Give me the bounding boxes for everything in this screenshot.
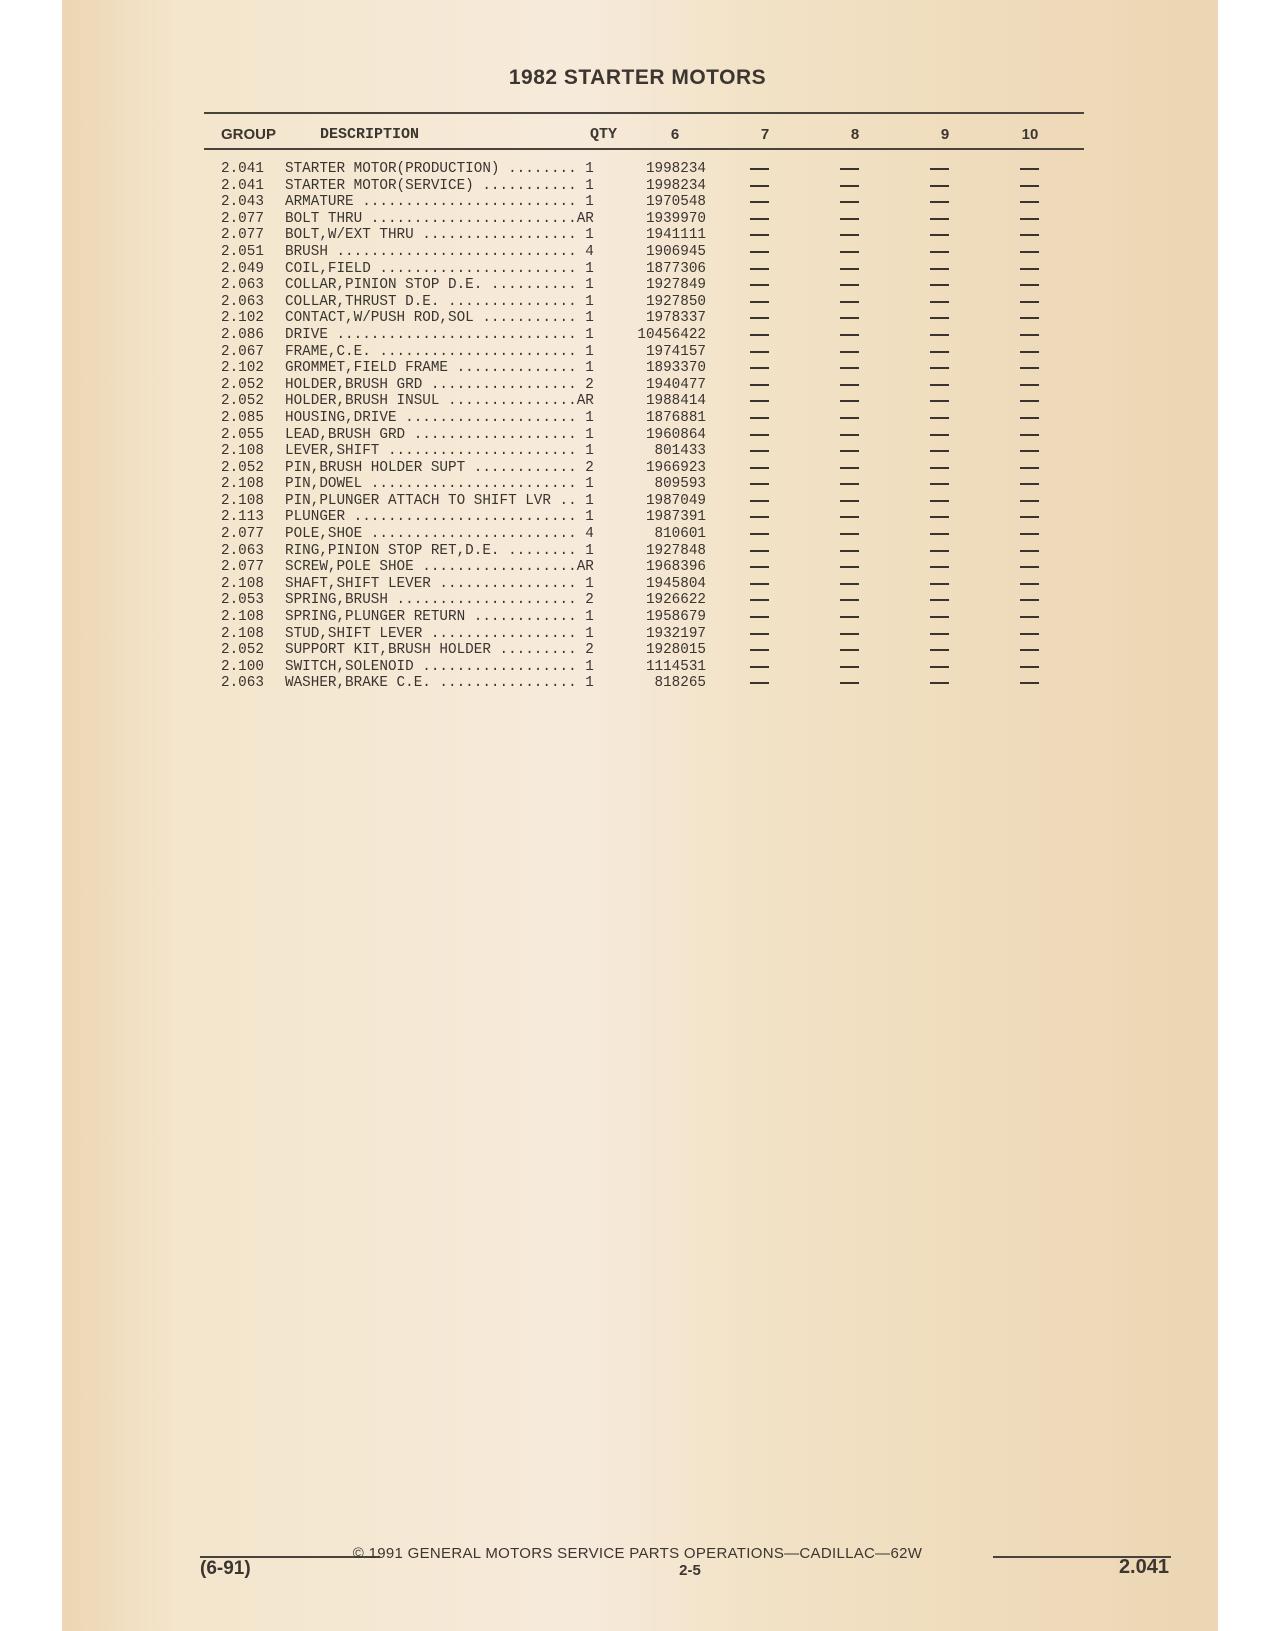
table-row	[0, 427, 1275, 444]
table-row	[0, 675, 1275, 692]
table-row	[0, 460, 1275, 477]
dash-mark	[840, 168, 859, 170]
part-number-cell: 1978337	[645, 310, 706, 327]
dash-mark	[1020, 550, 1039, 552]
dash-mark	[840, 666, 859, 668]
part-number-cell: 1998234	[645, 161, 706, 177]
group-cell: 2.077	[221, 559, 264, 576]
dash-mark	[930, 417, 949, 419]
group-cell: 2.049	[221, 260, 264, 277]
part-number-cell: 1926622	[645, 592, 706, 609]
dash-mark	[930, 682, 949, 684]
dash-mark	[840, 649, 859, 651]
dash-mark	[1020, 334, 1039, 336]
description-cell: COLLAR,THRUST D.E. ............... 1	[285, 293, 594, 310]
part-number-cell: 1958679	[645, 609, 706, 626]
col-header-6: 6	[670, 126, 680, 143]
dash-mark	[840, 533, 859, 535]
dash-mark	[840, 384, 859, 386]
part-number-cell: 1970548	[645, 194, 706, 211]
table-row	[0, 360, 1275, 377]
dash-mark	[840, 367, 859, 369]
dash-mark	[1020, 301, 1039, 303]
table-row	[0, 559, 1275, 576]
dash-mark	[840, 201, 859, 203]
description-cell: FRAME,C.E. ....................... 1	[285, 343, 594, 360]
group-cell: 2.063	[221, 675, 264, 692]
table-row	[0, 509, 1275, 526]
table-row	[0, 327, 1275, 344]
dash-mark	[930, 367, 949, 369]
group-cell: 2.077	[221, 227, 264, 244]
group-cell: 2.063	[221, 542, 264, 559]
group-cell: 2.085	[221, 409, 264, 426]
description-cell: POLE,SHOE ........................ 4	[285, 526, 594, 543]
dash-mark	[1020, 599, 1039, 601]
dash-mark	[1020, 516, 1039, 518]
part-number-cell: 1941111	[645, 227, 706, 244]
dash-mark	[840, 417, 859, 419]
table-row	[0, 476, 1275, 493]
table-row	[0, 493, 1275, 510]
dash-mark	[840, 400, 859, 402]
dash-mark	[930, 583, 949, 585]
dash-mark	[1020, 649, 1039, 651]
part-number-cell: 1968396	[645, 559, 706, 576]
dash-mark	[840, 516, 859, 518]
table-row	[0, 244, 1275, 261]
part-number-cell: 810601	[654, 526, 706, 543]
footer-date-code: (6-91)	[200, 1558, 251, 1579]
description-cell: SPRING,BRUSH ..................... 2	[285, 592, 594, 609]
dash-mark	[840, 351, 859, 353]
group-cell: 2.041	[221, 177, 264, 194]
dash-mark	[750, 633, 769, 635]
description-cell: HOLDER,BRUSH GRD ................. 2	[285, 376, 594, 393]
dash-mark	[750, 434, 769, 436]
dash-mark	[930, 533, 949, 535]
description-cell: BOLT THRU ........................AR	[285, 210, 594, 227]
dash-mark	[930, 666, 949, 668]
group-cell: 2.041	[221, 161, 264, 177]
dash-mark	[750, 599, 769, 601]
part-number-cell: 10456422	[637, 326, 706, 343]
table-row	[0, 310, 1275, 327]
description-cell: HOLDER,BRUSH INSUL ...............AR	[285, 393, 594, 410]
dash-mark	[840, 583, 859, 585]
description-cell: WASHER,BRAKE C.E. ................ 1	[285, 675, 594, 692]
dash-mark	[750, 583, 769, 585]
dash-mark	[840, 185, 859, 187]
part-number-cell: 1877306	[645, 260, 706, 277]
col-header-group: GROUP	[221, 126, 277, 143]
dash-mark	[840, 450, 859, 452]
dash-mark	[930, 566, 949, 568]
description-cell: LEVER,SHIFT ...................... 1	[285, 443, 594, 460]
part-number-cell: 1966923	[645, 459, 706, 476]
description-cell: DRIVE ............................ 1	[285, 326, 594, 343]
dash-mark	[750, 550, 769, 552]
dash-mark	[750, 666, 769, 668]
table-row	[0, 377, 1275, 394]
part-number-cell: 1927848	[645, 542, 706, 559]
table-row	[0, 344, 1275, 361]
dash-mark	[1020, 633, 1039, 635]
group-cell: 2.108	[221, 609, 264, 626]
dash-mark	[1020, 168, 1039, 170]
dash-mark	[1020, 218, 1039, 220]
part-number-cell: 1927850	[645, 293, 706, 310]
dash-mark	[750, 168, 769, 170]
col-header-9: 9	[940, 126, 950, 143]
dash-mark	[1020, 201, 1039, 203]
dash-mark	[1020, 351, 1039, 353]
dash-mark	[840, 682, 859, 684]
dash-mark	[930, 384, 949, 386]
dash-mark	[750, 284, 769, 286]
dash-mark	[1020, 185, 1039, 187]
col-header-qty: QTY	[590, 126, 618, 143]
description-cell: GROMMET,FIELD FRAME .............. 1	[285, 360, 594, 377]
dash-mark	[1020, 682, 1039, 684]
dash-mark	[840, 633, 859, 635]
dash-mark	[750, 682, 769, 684]
description-cell: LEAD,BRUSH GRD ................... 1	[285, 426, 594, 443]
group-cell: 2.108	[221, 476, 264, 493]
dash-mark	[1020, 234, 1039, 236]
dash-mark	[930, 400, 949, 402]
dash-mark	[1020, 367, 1039, 369]
dash-mark	[750, 251, 769, 253]
part-number-cell: 1960864	[645, 426, 706, 443]
group-cell: 2.055	[221, 426, 264, 443]
dash-mark	[840, 616, 859, 618]
group-cell: 2.043	[221, 194, 264, 211]
dash-mark	[930, 251, 949, 253]
dash-mark	[1020, 317, 1039, 319]
header-bottom-rule	[204, 148, 1084, 150]
dash-mark	[930, 649, 949, 651]
dash-mark	[840, 218, 859, 220]
dash-mark	[750, 417, 769, 419]
description-cell: PIN,BRUSH HOLDER SUPT ............ 2	[285, 459, 594, 476]
dash-mark	[930, 317, 949, 319]
table-row	[0, 543, 1275, 560]
part-number-cell: 1906945	[645, 243, 706, 260]
description-cell: PIN,PLUNGER ATTACH TO SHIFT LVR .. 1	[285, 492, 594, 509]
dash-mark	[1020, 483, 1039, 485]
dash-mark	[1020, 400, 1039, 402]
dash-mark	[750, 351, 769, 353]
table-row	[0, 642, 1275, 659]
group-cell: 2.077	[221, 210, 264, 227]
dash-mark	[930, 616, 949, 618]
part-number-cell: 1987049	[645, 492, 706, 509]
dash-mark	[840, 550, 859, 552]
dash-mark	[1020, 284, 1039, 286]
dash-mark	[1020, 268, 1039, 270]
dash-mark	[840, 284, 859, 286]
dash-mark	[1020, 251, 1039, 253]
dash-mark	[750, 301, 769, 303]
part-number-cell: 1939970	[645, 210, 706, 227]
description-cell: COIL,FIELD ....................... 1	[285, 260, 594, 277]
dash-mark	[930, 434, 949, 436]
dash-mark	[840, 234, 859, 236]
footer-copyright: © 1991 GENERAL MOTORS SERVICE PARTS OPERATIONS—CADILLAC—62W	[352, 1545, 923, 1562]
dash-mark	[840, 334, 859, 336]
dash-mark	[930, 351, 949, 353]
dash-mark	[840, 566, 859, 568]
description-cell: SUPPORT KIT,BRUSH HOLDER ......... 2	[285, 642, 594, 659]
table-row	[0, 592, 1275, 609]
dash-mark	[1020, 434, 1039, 436]
part-number-cell: 1114531	[645, 658, 706, 675]
dash-mark	[930, 284, 949, 286]
description-cell: SPRING,PLUNGER RETURN ............ 1	[285, 609, 594, 626]
dash-mark	[930, 467, 949, 469]
description-cell: SWITCH,SOLENOID .................. 1	[285, 658, 594, 675]
group-cell: 2.067	[221, 343, 264, 360]
dash-mark	[840, 317, 859, 319]
dash-mark	[750, 483, 769, 485]
dash-mark	[930, 633, 949, 635]
group-cell: 2.108	[221, 492, 264, 509]
dash-mark	[930, 516, 949, 518]
col-header-8: 8	[850, 126, 860, 143]
dash-mark	[1020, 467, 1039, 469]
dash-mark	[930, 268, 949, 270]
dash-mark	[750, 450, 769, 452]
footer-page-number: 2-5	[679, 1562, 701, 1579]
description-cell: PIN,DOWEL ........................ 1	[285, 476, 594, 493]
dash-mark	[750, 185, 769, 187]
description-cell: RING,PINION STOP RET,D.E. ........ 1	[285, 542, 594, 559]
part-number-cell: 1932197	[645, 625, 706, 642]
dash-mark	[750, 649, 769, 651]
description-cell: BOLT,W/EXT THRU .................. 1	[285, 227, 594, 244]
page-title: 1982 STARTER MOTORS	[508, 66, 767, 89]
header-top-rule	[204, 112, 1084, 114]
group-cell: 2.102	[221, 360, 264, 377]
group-cell: 2.052	[221, 376, 264, 393]
group-cell: 2.102	[221, 310, 264, 327]
dash-mark	[930, 550, 949, 552]
dash-mark	[750, 268, 769, 270]
group-cell: 2.113	[221, 509, 264, 526]
part-number-cell: 1928015	[645, 642, 706, 659]
description-cell: SHAFT,SHIFT LEVER ................ 1	[285, 575, 594, 592]
dash-mark	[750, 516, 769, 518]
table-row	[0, 443, 1275, 460]
group-cell: 2.051	[221, 243, 264, 260]
col-header-10: 10	[1021, 126, 1039, 143]
description-cell: HOUSING,DRIVE .................... 1	[285, 409, 594, 426]
group-cell: 2.100	[221, 658, 264, 675]
table-row	[0, 576, 1275, 593]
description-cell: ARMATURE ......................... 1	[285, 194, 594, 211]
dash-mark	[930, 483, 949, 485]
dash-mark	[930, 301, 949, 303]
dash-mark	[750, 616, 769, 618]
table-row	[0, 277, 1275, 294]
table-row	[0, 659, 1275, 676]
dash-mark	[930, 500, 949, 502]
dash-mark	[840, 434, 859, 436]
description-cell: SCREW,POLE SHOE ..................AR	[285, 559, 594, 576]
dash-mark	[1020, 500, 1039, 502]
table-row	[0, 526, 1275, 543]
table-row	[0, 161, 1275, 178]
dash-mark	[1020, 566, 1039, 568]
dash-mark	[750, 500, 769, 502]
footer-group-ref: 2.041	[1118, 1556, 1169, 1578]
part-number-cell: 1945804	[645, 575, 706, 592]
table-row	[0, 261, 1275, 278]
dash-mark	[1020, 616, 1039, 618]
dash-mark	[750, 201, 769, 203]
dash-mark	[750, 218, 769, 220]
dash-mark	[1020, 666, 1039, 668]
dash-mark	[1020, 450, 1039, 452]
dash-mark	[840, 500, 859, 502]
table-row	[0, 178, 1275, 195]
part-number-cell: 1927849	[645, 277, 706, 294]
table-row	[0, 410, 1275, 427]
group-cell: 2.108	[221, 625, 264, 642]
dash-mark	[840, 301, 859, 303]
dash-mark	[750, 234, 769, 236]
dash-mark	[840, 599, 859, 601]
table-row	[0, 626, 1275, 643]
description-cell: COLLAR,PINION STOP D.E. .......... 1	[285, 277, 594, 294]
dash-mark	[930, 234, 949, 236]
description-cell: PLUNGER .......................... 1	[285, 509, 594, 526]
group-cell: 2.108	[221, 575, 264, 592]
dash-mark	[930, 599, 949, 601]
part-number-cell: 801433	[654, 443, 706, 460]
group-cell: 2.077	[221, 526, 264, 543]
part-number-cell: 1987391	[645, 509, 706, 526]
group-cell: 2.086	[221, 326, 264, 343]
table-row	[0, 194, 1275, 211]
dash-mark	[930, 334, 949, 336]
part-number-cell: 1940477	[645, 376, 706, 393]
table-row	[0, 609, 1275, 626]
part-number-cell: 1974157	[645, 343, 706, 360]
parts-table	[0, 161, 1275, 692]
group-cell: 2.052	[221, 459, 264, 476]
dash-mark	[1020, 533, 1039, 535]
dash-mark	[840, 483, 859, 485]
dash-mark	[1020, 384, 1039, 386]
description-cell: STUD,SHIFT LEVER ................. 1	[285, 625, 594, 642]
dash-mark	[930, 450, 949, 452]
col-header-description: DESCRIPTION	[320, 126, 420, 143]
dash-mark	[750, 533, 769, 535]
part-number-cell: 1988414	[645, 393, 706, 410]
table-row	[0, 393, 1275, 410]
part-number-cell: 1876881	[645, 409, 706, 426]
table-row	[0, 211, 1275, 228]
description-cell: STARTER MOTOR(SERVICE) ........... 1	[285, 177, 594, 194]
part-number-cell: 818265	[654, 675, 706, 692]
dash-mark	[1020, 417, 1039, 419]
group-cell: 2.052	[221, 393, 264, 410]
dash-mark	[840, 268, 859, 270]
dash-mark	[840, 467, 859, 469]
dash-mark	[750, 334, 769, 336]
part-number-cell: 1893370	[645, 360, 706, 377]
dash-mark	[750, 400, 769, 402]
dash-mark	[750, 467, 769, 469]
dash-mark	[930, 218, 949, 220]
part-number-cell: 1998234	[645, 177, 706, 194]
group-cell: 2.063	[221, 277, 264, 294]
group-cell: 2.063	[221, 293, 264, 310]
description-cell: BRUSH ............................ 4	[285, 243, 594, 260]
dash-mark	[750, 367, 769, 369]
table-row	[0, 227, 1275, 244]
dash-mark	[840, 251, 859, 253]
group-cell: 2.053	[221, 592, 264, 609]
dash-mark	[750, 566, 769, 568]
dash-mark	[930, 168, 949, 170]
table-row	[0, 294, 1275, 311]
group-cell: 2.108	[221, 443, 264, 460]
dash-mark	[1020, 583, 1039, 585]
col-header-7: 7	[760, 126, 770, 143]
description-cell: STARTER MOTOR(PRODUCTION) ........ 1	[285, 161, 594, 177]
description-cell: CONTACT,W/PUSH ROD,SOL ........... 1	[285, 310, 594, 327]
dash-mark	[750, 317, 769, 319]
dash-mark	[930, 185, 949, 187]
group-cell: 2.052	[221, 642, 264, 659]
dash-mark	[750, 384, 769, 386]
part-number-cell: 809593	[654, 476, 706, 493]
dash-mark	[930, 201, 949, 203]
